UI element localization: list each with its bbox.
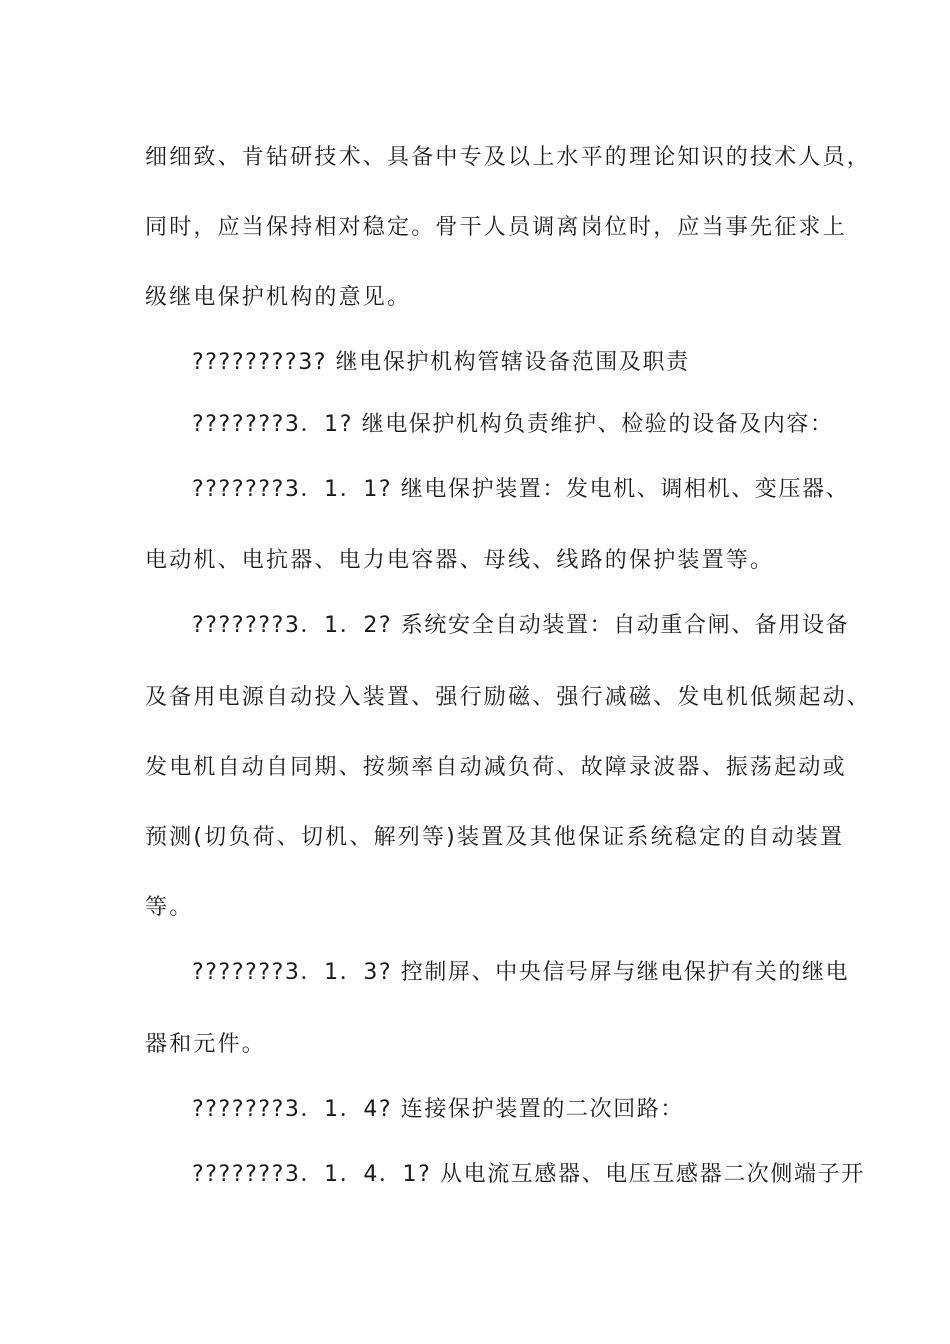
text-line-14: 器和元件。 [145, 1032, 267, 1057]
text-line-12: 等。 [145, 895, 194, 920]
section-heading: ????????3? 继电保护机构管辖设备范围及职责 [192, 350, 690, 375]
text-line-9: 及备用电源自动投入装置、强行励磁、强行减磁、发电机低频起动、 [145, 685, 872, 710]
text-line-1: 细细致、肯钻研技术、具备中专及以上水平的理论知识的技术人员， [145, 145, 872, 170]
clause-3-1-4: ???????3．1．4? 连接保护装置的二次回路： [192, 1097, 684, 1122]
clause-3-1-1: ???????3．1．1? 继电保护装置：发电机、调相机、变压器、 [192, 477, 850, 502]
text-line-10: 发电机自动自同期、按频率自动减负荷、故障录波器、振荡起动或 [145, 755, 847, 780]
clause-3-1-4-1: ???????3．1．4．1? 从电流互感器、电压互感器二次侧端子开 [192, 1162, 865, 1187]
text-line-7: 电动机、电抗器、电力电容器、母线、线路的保护装置等。 [145, 548, 775, 573]
clause-3-1-2: ???????3．1．2? 系统安全自动装置：自动重合闸、备用设备 [192, 613, 850, 638]
text-line-3: 级继电保护机构的意见。 [145, 285, 412, 310]
subsection-heading: ???????3．1? 继电保护机构负责维护、检验的设备及内容： [192, 412, 834, 437]
clause-3-1-3: ???????3．1．3? 控制屏、中央信号屏与继电保护有关的继电 [192, 960, 850, 985]
text-line-11: 预测(切负荷、切机、解列等)装置及其他保证系统稳定的自动装置 [145, 825, 845, 850]
text-line-2: 同时，应当保持相对稳定。骨干人员调离岗位时，应当事先征求上 [145, 215, 847, 240]
